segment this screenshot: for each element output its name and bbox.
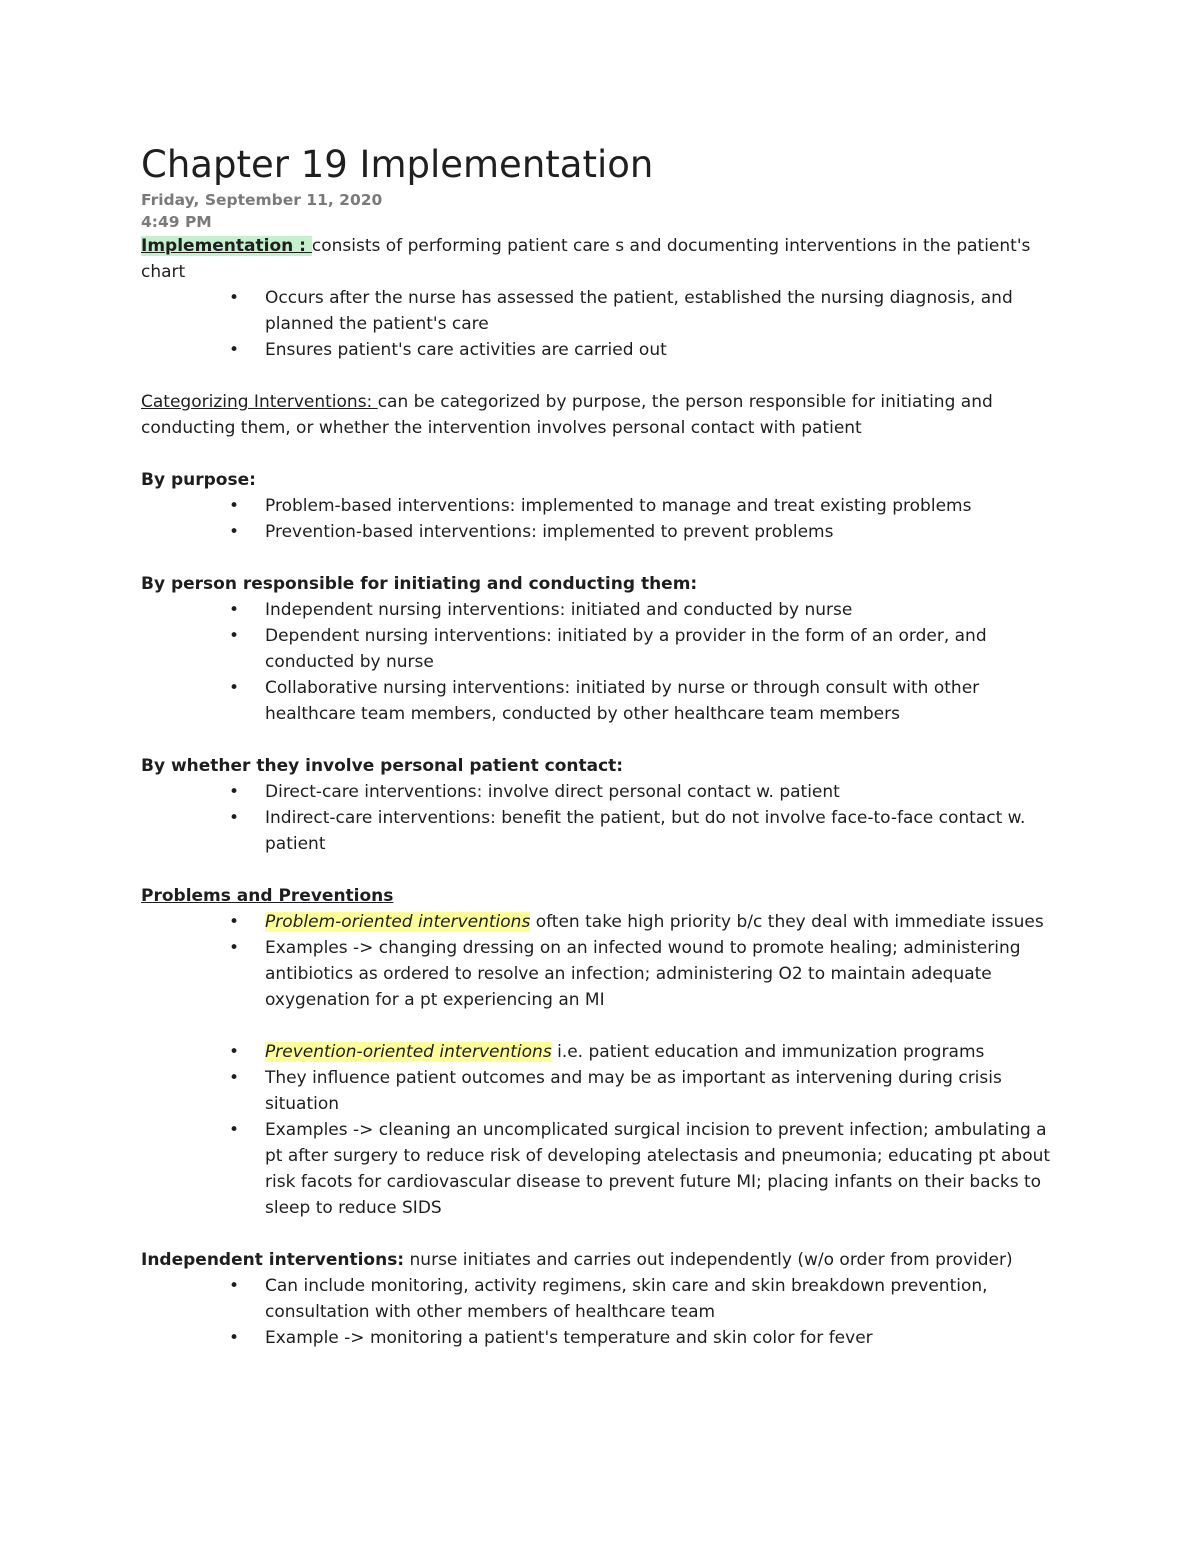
categorizing-definition [141, 389, 1061, 441]
list-item-text: Collaborative nursing interventions: initiated by nurse or through consult with other healthcare team members, conducted by other healthcare team members [265, 678, 980, 724]
implementation-definition [141, 233, 1061, 285]
problems-preventions-heading: Problems and Preventions [141, 886, 394, 906]
bullet-icon: • [229, 912, 240, 932]
list-item-text: Problem-based interventions: implemented to manage and treat existing problems [265, 496, 972, 516]
bullet-icon: • [229, 1328, 240, 1348]
list-item [141, 623, 1061, 675]
list-item-text: Dependent nursing interventions: initiated by a provider in the form of an order, and conducted by nurse [265, 626, 987, 672]
bullet-icon: • [229, 808, 240, 828]
list-item [141, 597, 1061, 623]
bullet-icon: • [229, 600, 240, 620]
list-item-text: Examples -> changing dressing on an infected wound to promote healing; administering antibiotics as ordered to resolve an infection; administering O2 to maintain adequate oxygenation for a pt experiencing an MI [265, 938, 1021, 1010]
list-item [141, 1065, 1061, 1117]
list-item [141, 285, 1061, 337]
note-time: 4:49 PM [141, 213, 212, 231]
list-item [141, 519, 1061, 545]
independent-definition [141, 1247, 1061, 1273]
by-person-bullets [141, 597, 1061, 727]
list-item-text: Can include monitoring, activity regimens, skin care and skin breakdown prevention, consultation with other members of healthcare team [265, 1276, 988, 1322]
list-item [141, 1273, 1061, 1325]
bullet-icon: • [229, 1120, 240, 1140]
by-purpose-heading: By purpose: [141, 470, 256, 490]
list-item-text: Ensures patient's care activities are carried out [265, 340, 667, 360]
categorizing-label: Categorizing Interventions: [141, 392, 378, 412]
independent-label: Independent interventions: [141, 1250, 405, 1270]
categorizing-text: can be categorized by purpose, the person responsible for initiating and conducting them, or whether the intervention involves personal contact with patient [141, 392, 993, 438]
implementation-text: consists of performing patient care s and documenting interventions in the patient's chart [141, 236, 1031, 282]
list-item-text: Occurs after the nurse has assessed the patient, established the nursing diagnosis, and planned the patient's care [265, 288, 1013, 334]
implementation-bullets [141, 285, 1061, 363]
list-item [141, 1117, 1061, 1221]
bullet-icon: • [229, 626, 240, 646]
list-item [141, 675, 1061, 727]
bullet-icon: • [229, 938, 240, 958]
implementation-label: Implementation : [141, 236, 312, 256]
bullet-icon: • [229, 678, 240, 698]
prevention-oriented-bullets [141, 1039, 1061, 1221]
bullet-icon: • [229, 522, 240, 542]
highlighted-term: Problem-oriented interventions [265, 912, 531, 932]
list-item-text: They influence patient outcomes and may be as important as intervening during crisis situation [265, 1068, 1002, 1114]
page-title: Chapter 19 Implementation [141, 143, 654, 186]
list-item [141, 337, 1061, 363]
list-item-text: Indirect-care interventions: benefit the patient, but do not involve face-to-face contact w. patient [265, 808, 1026, 854]
list-item [141, 935, 1061, 1013]
list-item-text: i.e. patient education and immunization programs [551, 1042, 985, 1062]
bullet-icon: • [229, 1042, 240, 1062]
by-contact-heading: By whether they involve personal patient contact: [141, 756, 624, 776]
list-item [141, 909, 1061, 935]
list-item-text: Direct-care interventions: involve direct personal contact w. patient [265, 782, 840, 802]
list-item [141, 1039, 1061, 1065]
list-item-text: Examples -> cleaning an uncomplicated surgical incision to prevent infection; ambulating a pt after surgery to reduce risk of developing atelectasis and pneumonia; educating pt about risk facots for cardiovascular disease to prevent future MI; placing infants on their backs to sleep to reduce SIDS [265, 1120, 1051, 1218]
list-item-text: Example -> monitoring a patient's temperature and skin color for fever [265, 1328, 873, 1348]
independent-bullets [141, 1273, 1061, 1351]
highlighted-term: Prevention-oriented interventions [265, 1042, 552, 1062]
list-item [141, 805, 1061, 857]
by-person-heading: By person responsible for initiating and conducting them: [141, 574, 698, 594]
problem-oriented-bullets [141, 909, 1061, 1013]
list-item [141, 1325, 1061, 1351]
bullet-icon: • [229, 1276, 240, 1296]
bullet-icon: • [229, 340, 240, 360]
list-item [141, 779, 1061, 805]
note-content [141, 143, 1061, 1351]
by-purpose-bullets [141, 493, 1061, 545]
list-item [141, 493, 1061, 519]
by-contact-bullets [141, 779, 1061, 857]
independent-text: nurse initiates and carries out independently (w/o order from provider) [404, 1250, 1013, 1270]
list-item-text: Prevention-based interventions: implemented to prevent problems [265, 522, 834, 542]
note-date: Friday, September 11, 2020 [141, 191, 383, 209]
bullet-icon: • [229, 288, 240, 308]
list-item-text: Independent nursing interventions: initiated and conducted by nurse [265, 600, 853, 620]
bullet-icon: • [229, 1068, 240, 1088]
list-item-text: often take high priority b/c they deal with immediate issues [530, 912, 1044, 932]
bullet-icon: • [229, 496, 240, 516]
bullet-icon: • [229, 782, 240, 802]
